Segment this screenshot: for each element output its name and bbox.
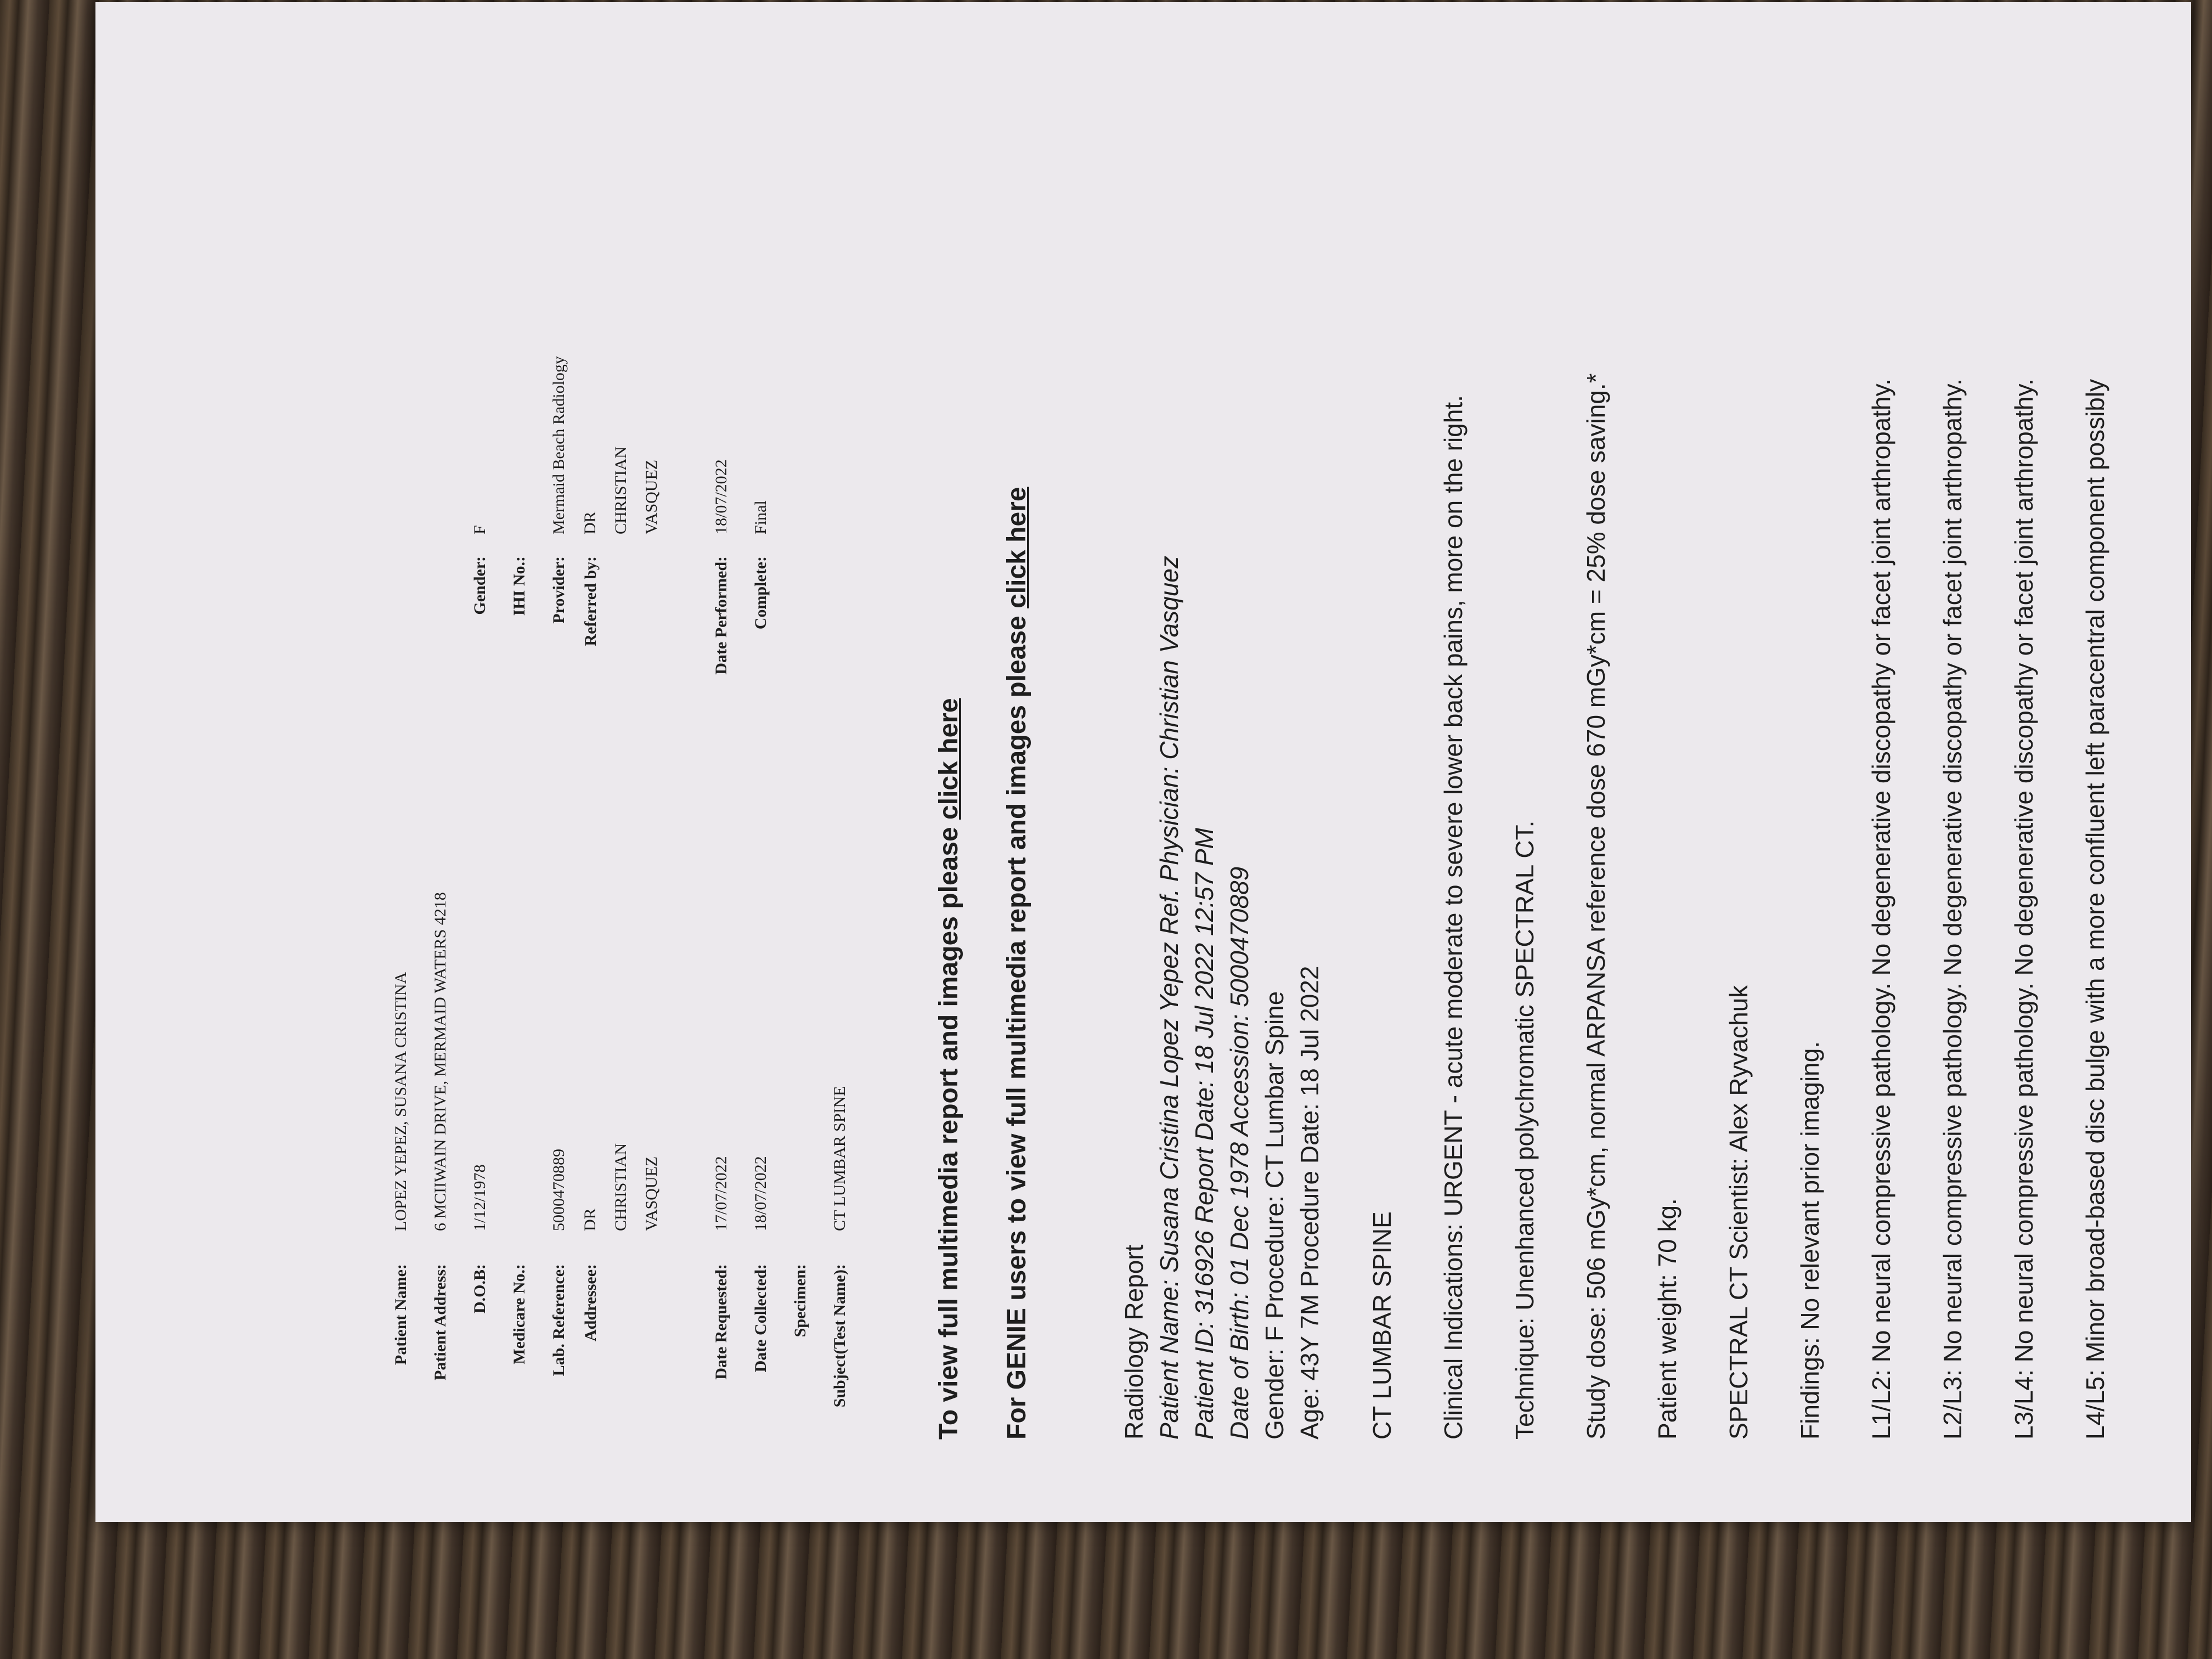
subject-value: CT LUMBAR SPINE: [831, 1086, 849, 1231]
date-collected-value: 18/07/2022: [752, 1156, 770, 1231]
addressee-label: Addressee:: [582, 1264, 600, 1342]
report-header-gender: Gender: F Procedure: CT Lumbar Spine: [1260, 991, 1289, 1440]
complete-value: Final: [752, 500, 770, 534]
date-performed-value: 18/07/2022: [712, 459, 730, 534]
patient-address-value: 6 MCIIWAIN DRIVE, MERMAID WATERS 4218: [431, 892, 449, 1231]
subject-label: Subject(Test Name):: [831, 1264, 849, 1408]
gender-value: F: [471, 525, 489, 534]
findings: Findings: No relevant prior imaging.: [1796, 1041, 1824, 1440]
lab-reference-value: 5000470889: [550, 1149, 568, 1231]
referred-by-value: DR CHRISTIAN VASQUEZ: [581, 446, 661, 534]
patient-address-label: Patient Address:: [431, 1264, 449, 1380]
provider-value: Mermaid Beach Radiology: [550, 356, 568, 534]
report-header-patient: Patient Name: Susana Cristina Lopez Yepez Ref. Physician: Christian Vasquez: [1155, 556, 1183, 1440]
report-header-dob: Date of Birth: 01 Dec 1978 Accession: 5000470889: [1225, 866, 1254, 1440]
patient-name-value: LOPEZ YEPEZ, SUSANA CRISTINA: [392, 972, 410, 1231]
gender-label: Gender:: [471, 556, 489, 615]
finding-l3-l4: L3/L4: No neural compressive pathology. No degenerative discopathy or facet joint arthropathy.: [2010, 379, 2038, 1440]
ihi-label: IHI No.:: [510, 556, 528, 616]
dob-label: D.O.B:: [471, 1264, 489, 1313]
report-header-id: Patient ID: 316926 Report Date: 18 Jul 2022 12:57 PM: [1190, 828, 1218, 1440]
study-dose: Study dose: 506 mGy*cm, normal ARPANSA reference dose 670 mGy*cm = 25% dose saving.*: [1582, 373, 1610, 1440]
date-performed-label: Date Performed:: [712, 556, 730, 675]
finding-l2-l3: L2/L3: No neural compressive pathology. No degenerative discopathy or facet joint arthropathy.: [1938, 379, 1967, 1440]
addressee-value: DR CHRISTIAN VASQUEZ: [581, 1143, 661, 1231]
technique: Technique: Unenhanced polychromatic SPECTRAL CT.: [1510, 820, 1539, 1440]
date-requested-value: 17/07/2022: [712, 1156, 730, 1231]
genie-click-here-link[interactable]: click here: [1002, 487, 1031, 608]
lab-reference-label: Lab. Reference:: [550, 1264, 568, 1376]
dob-value: 1/12/1978: [471, 1164, 489, 1231]
patient-name-label: Patient Name:: [392, 1264, 410, 1365]
clinical-indications: Clinical Indications: URGENT - acute moderate to severe lower back pains, more on the right.: [1439, 395, 1468, 1440]
multimedia-link-text: To view full multimedia report and images please: [934, 819, 963, 1440]
date-requested-label: Date Requested:: [712, 1264, 730, 1380]
finding-l1-l2: L1/L2: No neural compressive pathology. No degenerative discopathy or facet joint arthropathy.: [1867, 379, 1895, 1440]
report-header-title: Radiology Report: [1120, 1244, 1148, 1440]
report-page-continued: [95, 8, 2136, 1505]
paper-lower-region: [95, 2, 2191, 1522]
patient-weight: Patient weight: 70 kg.: [1653, 1198, 1681, 1440]
complete-label: Complete:: [752, 556, 770, 630]
specimen-label: Specimen:: [791, 1264, 809, 1338]
referred-by-label: Referred by:: [582, 556, 600, 646]
report-title: CT LUMBAR SPINE: [1368, 1211, 1396, 1440]
genie-link-text: For GENIE users to view full multimedia report and images please: [1002, 608, 1031, 1440]
click-here-link[interactable]: click here: [934, 698, 963, 820]
ct-scientist: SPECTRAL CT Scientist: Alex Ryvachuk: [1724, 985, 1753, 1440]
medicare-label: Medicare No.:: [510, 1264, 528, 1364]
report-header-age: Age: 43Y 7M Procedure Date: 18 Jul 2022: [1295, 966, 1324, 1440]
date-collected-label: Date Collected:: [752, 1264, 770, 1373]
finding-l4-l5: L4/L5: Minor broad-based disc bulge with a more confluent left paracentral component possibly: [2081, 379, 2109, 1440]
provider-label: Provider:: [550, 556, 568, 624]
